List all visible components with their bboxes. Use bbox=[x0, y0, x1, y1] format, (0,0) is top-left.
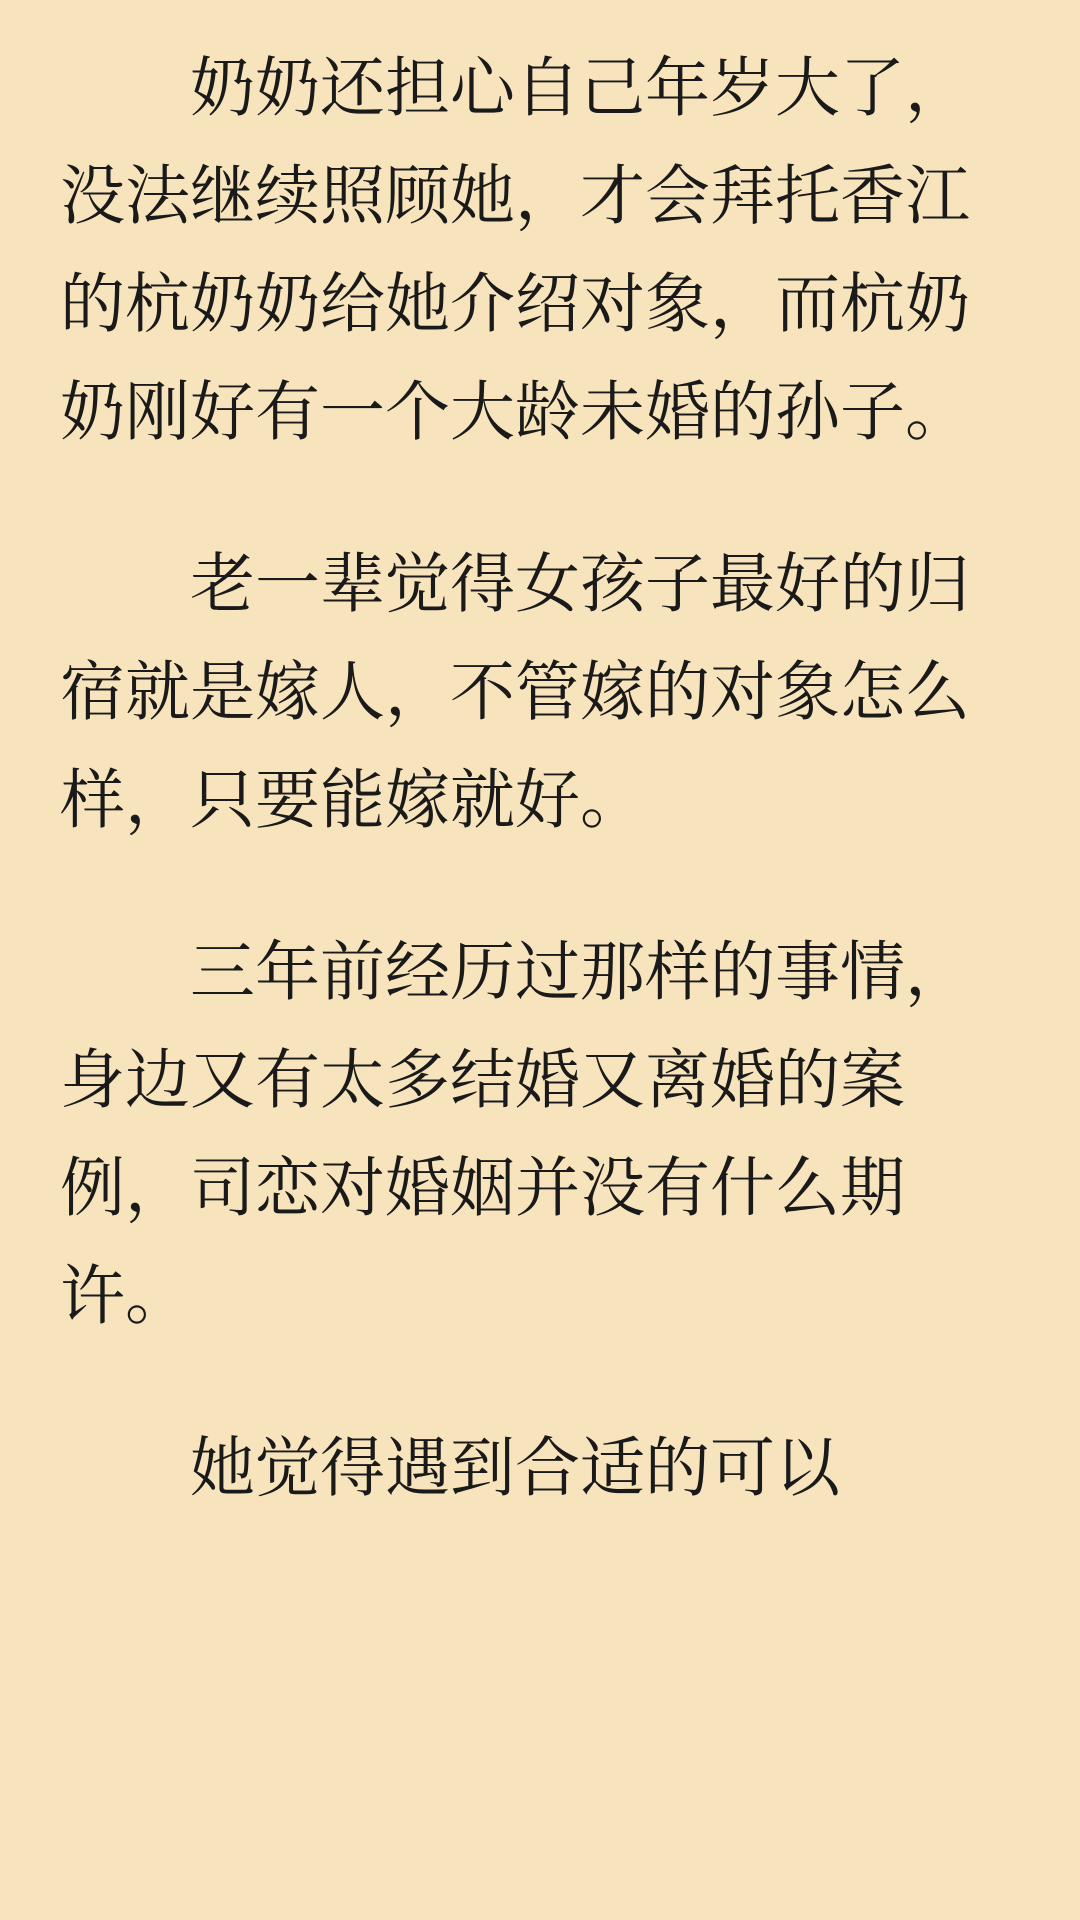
paragraph: 她觉得遇到合适的可以 bbox=[190, 1431, 841, 1504]
paragraph: 三年前经历过那样的事情，身边又有太多结婚又离婚的案例，司恋对婚姻并没有什么期许。 bbox=[60, 935, 971, 1332]
paragraph: 老一辈觉得女孩子最好的归宿就是嫁人，不管嫁的对象怎么样，只要能嫁就好。 bbox=[60, 547, 971, 836]
paragraph: 奶奶还担心自己年岁大了，没法继续照顾她，才会拜托香江的杭奶奶给她介绍对象，而杭奶奶刚好有一个大龄未婚的孙子。 bbox=[60, 51, 971, 448]
